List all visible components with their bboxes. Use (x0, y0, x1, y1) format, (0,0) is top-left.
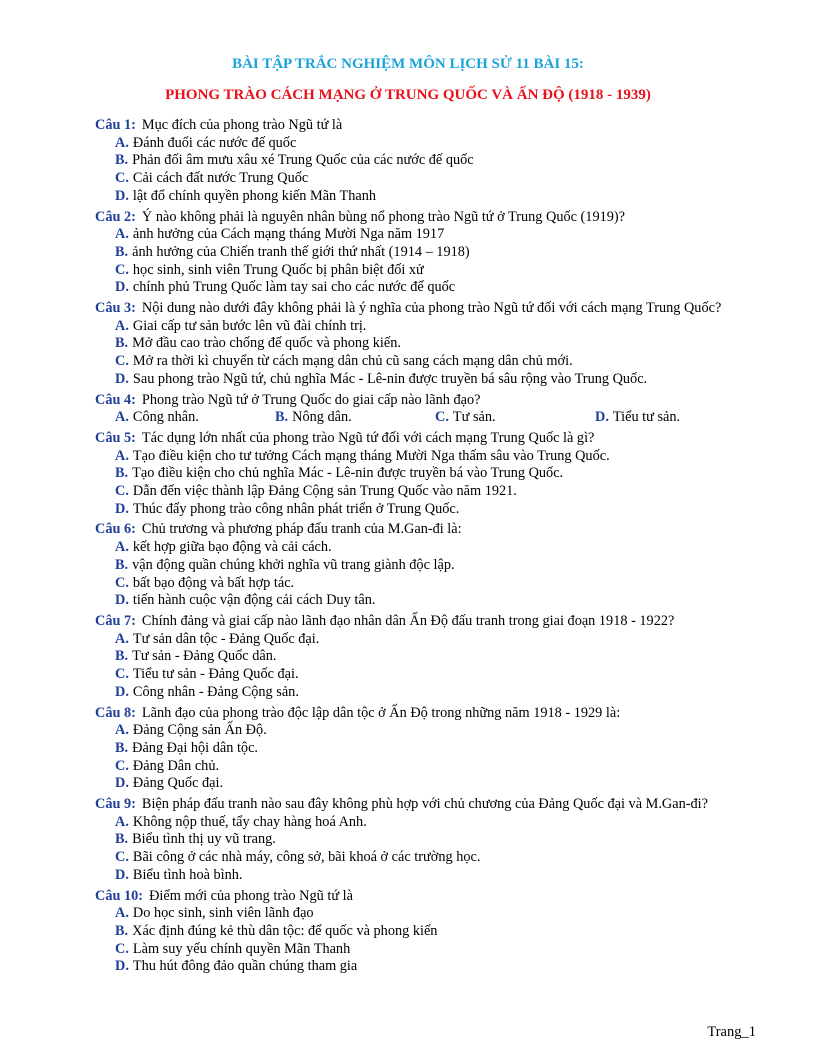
question-number: Câu 8: (95, 704, 136, 721)
question-stem (95, 300, 757, 318)
option-letter: D. (115, 592, 129, 609)
question-text: Chính đảng và giai cấp nào lãnh đạo nhân dân Ấn Độ đấu tranh trong giai đoạn 1918 - 1922? (141, 612, 675, 629)
answer-option (115, 958, 757, 976)
option-letter: B. (115, 922, 129, 939)
option-text: Do học sinh, sinh viên lãnh đạo (132, 905, 314, 922)
option-text: Mở đầu cao trào chống đế quốc và phong kiến. (132, 335, 401, 352)
question-number: Câu 10: (95, 887, 144, 904)
answer-options (95, 539, 757, 610)
option-letter: B. (115, 648, 129, 665)
option-letter: A. (115, 539, 129, 556)
question-stem (95, 430, 757, 448)
option-text: Tư sản - Đảng Quốc dân. (132, 648, 277, 665)
question-text: Nội dung nào dưới đây không phải là ý nghĩa của phong trào Ngũ tứ đối với cách mạng Trung Quốc? (141, 300, 722, 317)
answer-option (115, 152, 757, 170)
answer-option (115, 775, 437, 793)
question-5 (95, 430, 757, 519)
option-letter: B. (275, 409, 289, 426)
question-stem (95, 521, 757, 539)
question-number: Câu 9: (95, 796, 136, 813)
option-letter: A. (115, 905, 129, 922)
option-text: kết hợp giữa bạo động và cải cách. (132, 539, 332, 556)
option-letter: D. (115, 370, 129, 387)
option-letter: A. (115, 722, 129, 739)
question-text: Tác dụng lớn nhất của phong trào Ngũ tứ đối với cách mạng Trung Quốc là gì? (141, 429, 595, 446)
option-letter: D. (115, 958, 129, 975)
option-text: Thu hút đông đảo quần chúng tham gia (132, 958, 358, 975)
option-text: vận động quần chúng khởi nghĩa vũ trang giành độc lập. (132, 556, 455, 573)
question-stem (95, 117, 757, 135)
option-text: Đảng Đại hội dân tộc. (132, 739, 258, 756)
question-8 (95, 705, 757, 794)
question-text: Mục đích của phong trào Ngũ tứ là (141, 117, 343, 133)
question-number: Câu 6: (95, 521, 136, 538)
option-text: chính phủ Trung Quốc làm tay sai cho các nước đế quốc (132, 279, 456, 296)
option-letter: A. (115, 317, 129, 334)
answer-option (115, 557, 757, 575)
option-text: lật đổ chính quyền phong kiến Mãn Thanh (132, 187, 377, 204)
option-letter: C. (115, 483, 129, 500)
answer-option (115, 831, 757, 849)
option-letter: D. (115, 500, 129, 517)
option-letter: C. (115, 940, 129, 957)
answer-option (115, 226, 757, 244)
answer-option (115, 814, 757, 832)
question-stem (95, 705, 757, 723)
question-10 (95, 888, 757, 977)
option-letter: C. (115, 666, 129, 683)
option-text: Nông dân. (292, 409, 352, 426)
option-text: Công nhân. (132, 409, 199, 426)
option-text: Tiểu tư sản - Đảng Quốc đại. (132, 666, 299, 683)
option-letter: D. (115, 279, 129, 296)
question-text: Phong trào Ngũ tứ ở Trung Quốc do giai cấp nào lãnh đạo? (141, 391, 481, 408)
answer-options (95, 226, 757, 297)
question-stem (95, 392, 757, 410)
option-letter: D. (115, 775, 129, 792)
option-text: Giai cấp tư sản bước lên vũ đài chính trị. (132, 317, 367, 334)
option-letter: C. (115, 353, 129, 370)
option-text: bất bạo động và bất hợp tác. (132, 574, 295, 591)
option-letter: B. (115, 556, 129, 573)
answer-option (115, 448, 757, 466)
option-letter: A. (115, 447, 129, 464)
answer-option (275, 409, 435, 427)
option-text: Đảng Cộng sản Ấn Độ. (132, 722, 267, 739)
question-1 (95, 117, 757, 206)
answer-options (95, 409, 757, 427)
answer-option (115, 353, 757, 371)
option-letter: A. (115, 813, 129, 830)
answer-option (115, 483, 757, 501)
answer-option (115, 592, 757, 610)
answer-options (95, 448, 757, 519)
option-text: Mở ra thời kì chuyển từ cách mạng dân chủ cũ sang cách mạng dân chủ mới. (132, 353, 573, 370)
option-text: Đảng Quốc đại. (132, 775, 224, 792)
option-letter: C. (115, 574, 129, 591)
option-text: Thúc đẩy phong trào công nhân phát triển ở Trung Quốc. (132, 500, 460, 517)
answer-option (115, 666, 437, 684)
answer-option (115, 465, 757, 483)
option-letter: C. (435, 409, 449, 426)
answer-options (95, 631, 757, 702)
question-text: Chủ trương và phương pháp đấu tranh của M.Gan-đi là: (141, 521, 462, 538)
answer-option (115, 318, 757, 336)
question-text: Lãnh đạo của phong trào độc lập dân tộc ở Ấn Độ trong những năm 1918 - 1929 là: (141, 704, 621, 721)
answer-option (115, 539, 757, 557)
question-stem (95, 888, 757, 906)
option-text: Cải cách đất nước Trung Quốc (132, 170, 309, 187)
answer-option (115, 575, 757, 593)
question-text: Điểm mới của phong trào Ngũ tứ là (149, 887, 353, 904)
answer-option (115, 501, 757, 519)
option-text: Biểu tình hoà bình. (132, 866, 243, 883)
option-letter: D. (115, 866, 129, 883)
document-title: BÀI TẬP TRẮC NGHIỆM MÔN LỊCH SỬ 11 BÀI 15: (232, 56, 584, 72)
option-letter: A. (115, 630, 129, 647)
question-4 (95, 392, 757, 427)
option-text: Tư sản. (452, 409, 496, 426)
option-letter: D. (595, 409, 609, 426)
answer-option (115, 648, 437, 666)
option-letter: A. (115, 226, 129, 243)
answer-option (115, 188, 757, 206)
option-letter: B. (115, 739, 129, 756)
document-subtitle: PHONG TRÀO CÁCH MẠNG Ở TRUNG QUỐC VÀ ẤN ĐỘ (1918 - 1939) (165, 87, 651, 103)
answer-option (115, 244, 757, 262)
option-letter: B. (115, 831, 129, 848)
question-9 (95, 796, 757, 885)
answer-option (115, 170, 757, 188)
question-number: Câu 5: (95, 429, 136, 446)
option-text: Không nộp thuế, tẩy chay hàng hoá Anh. (132, 813, 367, 830)
answer-option (115, 923, 757, 941)
option-letter: A. (115, 134, 129, 151)
option-text: Đánh đuổi các nước đế quốc (132, 134, 297, 151)
answer-option (115, 849, 757, 867)
answer-options (95, 135, 757, 206)
answer-option (115, 740, 437, 758)
answer-option (115, 279, 757, 297)
question-number: Câu 3: (95, 300, 136, 317)
answer-option (115, 335, 757, 353)
answer-option (115, 135, 757, 153)
answer-option (115, 867, 757, 885)
question-number: Câu 1: (95, 117, 136, 133)
option-text: Dẫn đến việc thành lập Đảng Cộng sản Trung Quốc vào năm 1921. (132, 483, 517, 500)
option-text: ảnh hưởng của Cách mạng tháng Mười Nga năm 1917 (132, 226, 445, 243)
answer-option (595, 409, 755, 427)
answer-options (95, 722, 757, 793)
option-text: ảnh hưởng của Chiến tranh thế giới thứ nhất (1914 – 1918) (132, 243, 470, 260)
answer-option (115, 941, 757, 959)
page-number: Trang_1 (707, 1024, 756, 1040)
option-letter: B. (115, 465, 129, 482)
option-text: Tạo điều kiện cho chủ nghĩa Mác - Lê-nin được truyền bá vào Trung Quốc. (132, 465, 564, 482)
answer-options (95, 318, 757, 389)
answer-option (115, 684, 437, 702)
question-list (95, 117, 757, 979)
answer-option (115, 371, 757, 389)
question-number: Câu 4: (95, 391, 136, 408)
option-text: Bãi công ở các nhà máy, công sở, bãi khoá ở các trường học. (132, 849, 481, 866)
answer-option (115, 758, 437, 776)
option-text: Đảng Dân chủ. (132, 757, 220, 774)
option-letter: C. (115, 849, 129, 866)
question-stem (95, 796, 757, 814)
option-letter: C. (115, 261, 129, 278)
option-letter: B. (115, 152, 129, 169)
option-letter: C. (115, 170, 129, 187)
answer-options (95, 814, 757, 885)
answer-options (95, 905, 757, 976)
option-text: Tạo điều kiện cho tư tưởng Cách mạng tháng Mười Nga thấm sâu vào Trung Quốc. (132, 447, 610, 464)
option-letter: D. (115, 187, 129, 204)
answer-option (115, 409, 275, 427)
option-text: học sinh, sinh viên Trung Quốc bị phân biệt đối xử (132, 261, 424, 278)
question-number: Câu 2: (95, 208, 136, 225)
question-6 (95, 521, 757, 610)
question-3 (95, 300, 757, 389)
option-text: Sau phong trào Ngũ tứ, chủ nghĩa Mác - Lê-nin được truyền bá sâu rộng vào Trung Quốc. (132, 370, 648, 387)
option-text: Công nhân - Đảng Cộng sản. (132, 683, 299, 700)
question-2 (95, 209, 757, 298)
option-text: Làm suy yếu chính quyền Mãn Thanh (132, 940, 351, 957)
option-letter: B. (115, 335, 129, 352)
question-stem (95, 209, 757, 227)
question-stem (95, 613, 757, 631)
option-text: Phản đối âm mưu xâu xé Trung Quốc của các nước đế quốc (132, 152, 474, 169)
question-7 (95, 613, 757, 702)
option-letter: A. (115, 409, 129, 426)
option-text: Tư sản dân tộc - Đảng Quốc đại. (132, 630, 320, 647)
answer-option (115, 262, 757, 280)
answer-option (435, 409, 595, 427)
question-text: Ý nào không phải là nguyên nhân bùng nổ phong trào Ngũ tứ ở Trung Quốc (1919)? (141, 208, 625, 225)
option-letter: C. (115, 757, 129, 774)
answer-option (115, 722, 437, 740)
option-text: tiến hành cuộc vận động cải cách Duy tân. (132, 592, 376, 609)
option-letter: B. (115, 243, 129, 260)
question-number: Câu 7: (95, 612, 136, 629)
answer-option (115, 905, 757, 923)
option-text: Tiểu tư sản. (612, 409, 681, 426)
option-text: Biểu tình thị uy vũ trang. (132, 831, 276, 848)
option-letter: D. (115, 683, 129, 700)
option-text: Xác định đúng kẻ thù dân tộc: đế quốc và phong kiến (132, 922, 438, 939)
answer-option (115, 631, 437, 649)
question-text: Biện pháp đấu tranh nào sau đây không phù hợp với chủ chương của Đảng Quốc đại và M.Gan-đi? (141, 796, 708, 813)
